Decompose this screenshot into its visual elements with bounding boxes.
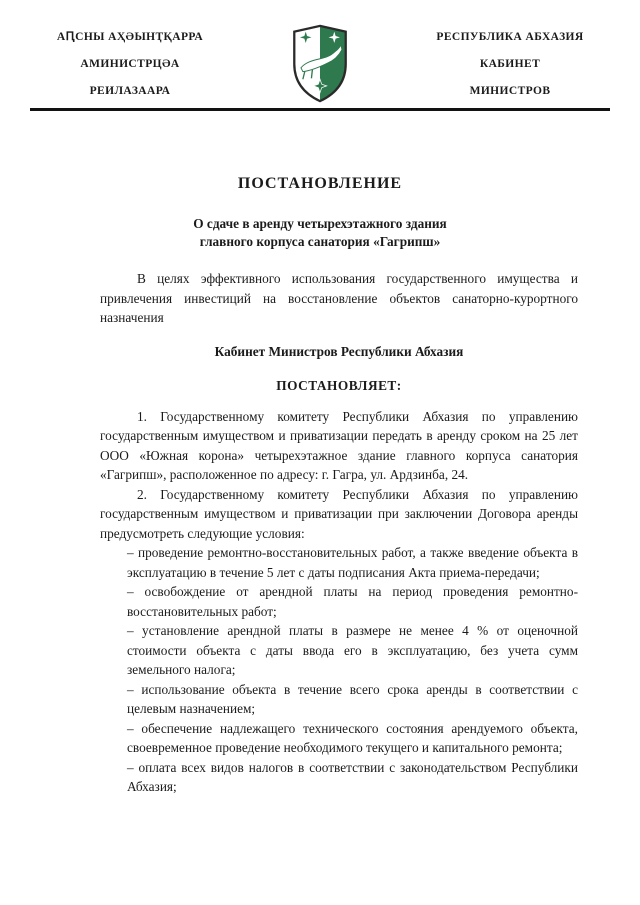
header-russian-block: [414, 24, 606, 105]
header-divider: [30, 108, 610, 111]
condition-item-2: – освобождение от арендной платы на период проведения ремонтно-восстановительных работ;: [127, 584, 578, 619]
document-title: ПОСТАНОВЛЕНИЕ: [237, 175, 403, 192]
header-russian-line-1: РЕСПУБЛИКА АБХАЗИЯ: [436, 31, 584, 43]
document-subject: [0, 215, 640, 250]
condition-item-5: – обеспечение надлежащего технического состояния арендуемого объекта, своевременное проведение необходимого текущего и капитального ремонта;: [127, 720, 578, 755]
authority-line: Кабинет Министров Республики Абхазия: [214, 343, 464, 359]
header-abkhaz-block: [34, 24, 226, 105]
conditions-list: [127, 543, 578, 797]
clause-1: 1. Государственному комитету Республики Абхазия по управлению государственным имуществом и приватизации передать в аренду сроком на 25 лет ООО «Южная корона» четырехэтажное здание главного корпуса санатория «Гагрипш», расположенное по адресу: г. Гагра, ул. Ардзинба, 24.: [100, 408, 578, 482]
header-russian-line-3: МИНИСТРОВ: [469, 85, 551, 97]
document-body: [100, 269, 578, 797]
condition-item-6: – оплата всех видов налогов в соответствии с законодательством Республики Абхазия;: [127, 759, 578, 794]
resolution-word: ПОСТАНОВЛЯЕТ:: [276, 378, 402, 393]
coat-of-arms-icon: [290, 24, 350, 104]
condition-item-3: – установление арендной платы в размере не менее 4 % от оценочной стоимости объекта с даты ввода его в эксплуатацию, без учета сумм земельного налога;: [127, 623, 578, 677]
condition-item-1: – проведение ремонтно-восстановительных работ, а также введение объекта в эксплуатацию в течение 5 лет с даты подписания Акта приема-передачи;: [127, 545, 578, 580]
condition-item-4: – использование объекта в течение всего срока аренды в соответствии с целевым назначением;: [127, 681, 578, 716]
header-abkhaz-line-1: АԤСНЫ АҲӘЫНҬҚАРРА: [56, 31, 204, 43]
subject-line-2: главного корпуса санатория «Гагрипш»: [199, 233, 441, 249]
coat-of-arms: [290, 24, 350, 104]
header-abkhaz-line-3: РЕИЛАЗААРА: [89, 85, 171, 97]
intro-paragraph: В целях эффективного использования государственного имущества и привлечения инвестиций на восстановление объектов санаторно-курортного назначения: [100, 271, 578, 325]
document-header: [0, 0, 640, 105]
clause-2: 2. Государственному комитету Республики Абхазия по управлению государственным имуществом и приватизации при заключении Договора аренды предусмотреть следующие условия:: [100, 486, 578, 541]
header-russian-line-2: КАБИНЕТ: [479, 58, 541, 70]
header-abkhaz-line-2: АМИНИСТРЦӘА: [80, 58, 180, 70]
subject-line-1: О сдаче в аренду четырехэтажного здания: [193, 216, 447, 231]
